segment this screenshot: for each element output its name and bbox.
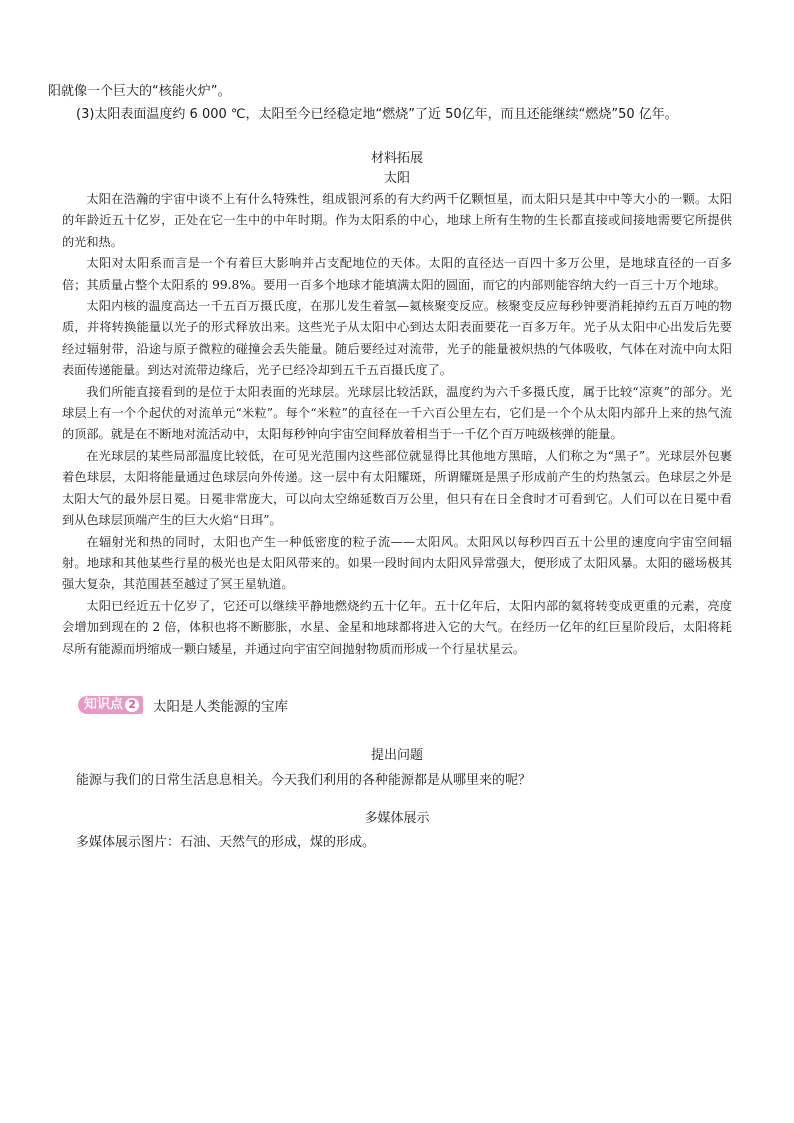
paragraph: 太阳内核的温度高达一千五百万摄氏度，在那儿发生着氢—氦核聚变反应。核聚变反应每秒钟要消耗掉约五百万吨的物质，并将转换能量以光子的形式释放出来。这些光子从太阳中心到达太阳表面要花一百多万年。光子从太阳中心出发后先要经过辐射带，沿途与原子微粒的碰撞会丢失能量。随后要经过对流带，光子的能量被炽热的气体吸收，气体在对流中向太阳表面传递能量。到达对流带边缘后，光子已经冷却到五千五百摄氏度了。	[62, 299, 732, 378]
paragraph: 太阳已经近五十亿岁了，它还可以继续平静地燃烧约五十亿年。五十亿年后，太阳内部的氦将转变成更重的元素，亮度会增加到现在的 2 倍，体积也将不断膨胀，水星、金星和地球都将进入它的大气。在经历一亿年的红巨星阶段后，太阳将耗尽所有能源而坍缩成一颗白矮星，并通过向宇宙空间抛射物质而形成一个行星状星云。	[62, 598, 732, 656]
badge-label: 知识点	[84, 697, 124, 712]
material-subheading: 太阳	[383, 171, 410, 186]
multimedia-heading: 多媒体展示	[364, 811, 430, 826]
paragraph: 太阳在浩瀚的宇宙中谈不上有什么特殊性，组成银河系的有大约两千亿颗恒星，而太阳只是其中中等大小的一颗。太阳的年龄近五十亿岁，正处在它一生中的中年时期。作为太阳系的中心，地球上所有生物的生长都直接或间接地需要它所提供的光和热。	[62, 192, 732, 249]
question-heading: 提出问题	[370, 748, 423, 763]
knowledge-point-title: 太阳是人类能源的宝库	[153, 699, 289, 715]
intro-line-2: (3)太阳表面温度约 6 000 ℃，太阳至今已经稳定地“燃烧”了近 50亿年，而且还能继续“燃烧”50 亿年。	[76, 107, 678, 122]
material-heading: 材料拓展	[370, 151, 423, 166]
question-text: 能源与我们的日常生活息息相关。今天我们利用的各种能源都是从哪里来的呢？	[76, 773, 532, 788]
paragraph: 在光球层的某些局部温度比较低，在可见光范围内这些部位就显得比其他地方黑暗，人们称之为“黑子”。光球层外包裹着色球层，太阳将能量通过色球层向外传递。这一层中有太阳耀斑，所谓耀斑是黑子形成前产生的灼热氢云。色球层之外是太阳大气的最外层日冕。日冕非常庞大，可以向太空绵延数百万公里，但只有在日全食时才可看到它。人们可以在日冕中看到从色球层顶端产生的巨大火焰“日珥”。	[62, 448, 732, 528]
paragraph: 我们所能直接看到的是位于太阳表面的光球层。光球层比较活跃，温度约为六千多摄氏度，属于比较“凉爽”的部分。光球层上有一个个起伏的对流单元“米粒”。每个“米粒”的直径在一千六百公里左右，它们是一个个从太阳内部升上来的热气流的顶部。就是在不断地对流活动中，太阳每秒钟向宇宙空间释放着相当于一千亿个百万吨级核弹的能量。	[62, 384, 732, 442]
multimedia-text: 多媒体展示图片：石油、天然气的形成，煤的形成。	[76, 835, 376, 850]
badge-number: 2	[125, 698, 139, 712]
intro-line-1: 阳就像一个巨大的“核能火炉”。	[48, 84, 231, 99]
knowledge-point-header	[78, 695, 288, 715]
paragraph: 太阳对太阳系而言是一个有着巨大影响并占支配地位的天体。太阳的直径达一百四十多万公里，是地球直径的一百多倍；其质量占整个太阳系的 99.8%。要用一百多个地球才能填满太阳的圆面，而它的内部则能容纳大约一百三十万个地球。	[62, 256, 732, 292]
material-body	[62, 189, 732, 660]
knowledge-point-badge	[78, 696, 143, 714]
paragraph: 在辐射光和热的同时，太阳也产生一种低密度的粒子流——太阳风。太阳风以每秒四百五十公里的速度向宇宙空间辐射。地球和其他某些行星的极光也是太阳风带来的。如果一段时间内太阳风异常强大，便形成了太阳风暴。太阳的磁场极其强大复杂，其范围甚至越过了冥王星轨道。	[62, 534, 732, 592]
